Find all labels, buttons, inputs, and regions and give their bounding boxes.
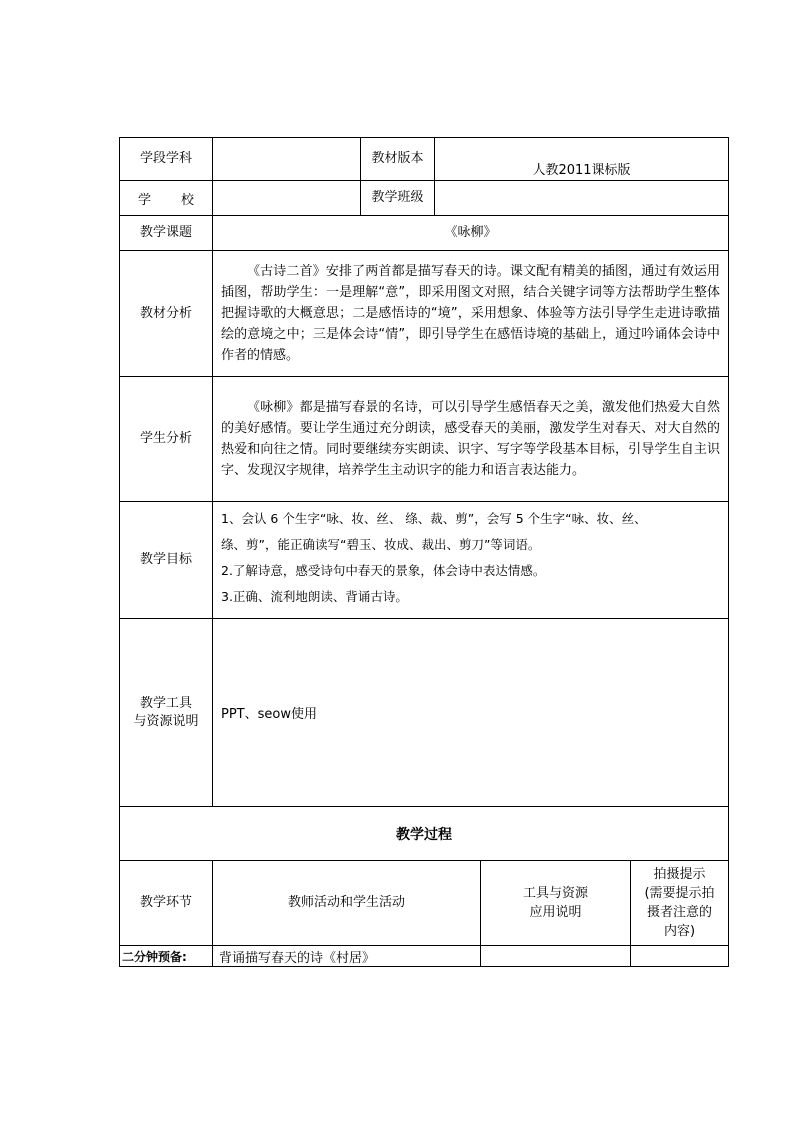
material-label: 教材分析 [120,251,213,377]
tools-value: PPT、seow使用 [213,619,729,807]
row-process-header [120,861,729,946]
school-label-char-1: 学 [137,192,151,208]
col-header-tools-line-2: 应用说明 [529,905,582,920]
row-process-title [120,807,729,861]
row-material-analysis [120,251,729,377]
row-goals [120,502,729,619]
student-label: 学生分析 [120,377,213,502]
prep-label: 二分钟预备: [120,946,213,967]
stage-subject-label: 学段学科 [120,138,213,181]
col-header-tips-line-4: 内容) [663,924,696,939]
school-value [213,181,361,216]
topic-label: 教学课题 [120,216,213,251]
col-header-tips-line-1: 拍摄提示 [653,867,706,882]
col-header-tips-line-2: (需要提示拍 [644,886,715,901]
edition-label: 教材版本 [361,138,435,181]
goal-line-4: 3.正确、流利地朗读、背诵古诗。 [221,589,408,604]
col-header-tips [631,861,729,946]
col-header-tools-line-1: 工具与资源 [522,886,588,901]
goal-line-3: 2.了解诗意，感受诗句中春天的景象，体会诗中表达情感。 [221,563,546,578]
row-tools [120,619,729,807]
tools-label-line-1: 教学工具 [139,695,192,711]
school-label-char-2: 校 [181,192,195,208]
tools-label-line-2: 与资源说明 [133,713,199,729]
goals-label: 教学目标 [120,502,213,619]
goal-line-1: 1、会认 6 个生字“咏、妆、丝、 绦、裁、剪”，会写 5 个生字“咏、妆、丝、 [221,511,647,526]
col-header-stage: 教学环节 [120,861,213,946]
material-text: 《古诗二首》安排了两首都是描写春天的诗。课文配有精美的插图，通过有效运用插图，帮助学生：一是理解“意”，即采用图文对照，结合关键字词等方法帮助学生整体把握诗歌的大概意思；二是感悟诗的“境”，采用想象、体验等方法引导学生走进诗歌描绘的意境之中；三是体会诗“情”，即引导学生在感悟诗境的基础上，通过吟诵体会诗中作者的情感。 [213,251,729,377]
stage-subject-value [213,138,361,181]
student-text: 《咏柳》都是描写春景的名诗，可以引导学生感悟春天之美，激发他们热爱大自然的美好感情。要让学生通过充分朗读，感受春天的美丽，激发学生对春天、对大自然的热爱和向往之情。同时要继续夯实朗读、识字、写字等学段基本目标，引导学生自主识字、发现汉字规律，培养学生主动识字的能力和语言表达能力。 [213,377,729,502]
process-title: 教学过程 [120,807,729,861]
topic-value: 《咏柳》 [213,216,729,251]
col-header-activity: 教师活动和学生活动 [213,861,481,946]
prep-text: 背诵描写春天的诗《村居》 [213,946,481,967]
class-value [435,181,729,216]
col-header-tips-line-3: 摄者注意的 [646,905,712,920]
row-student-analysis [120,377,729,502]
class-label: 教学班级 [361,181,435,216]
row-school [120,181,729,216]
lesson-plan-table [119,137,729,967]
row-stage-subject [120,138,729,181]
edition-value: 人教2011课标版 [435,138,729,181]
school-label [120,181,213,216]
goal-line-2: 绦、剪”，能正确读写“碧玉、妆成、裁出、剪刀”等词语。 [221,537,541,552]
tools-label [120,619,213,807]
col-header-tools [481,861,631,946]
row-topic [120,216,729,251]
goals-list [213,502,729,619]
prep-tips [631,946,729,967]
row-preparation [120,946,729,967]
prep-tools [481,946,631,967]
